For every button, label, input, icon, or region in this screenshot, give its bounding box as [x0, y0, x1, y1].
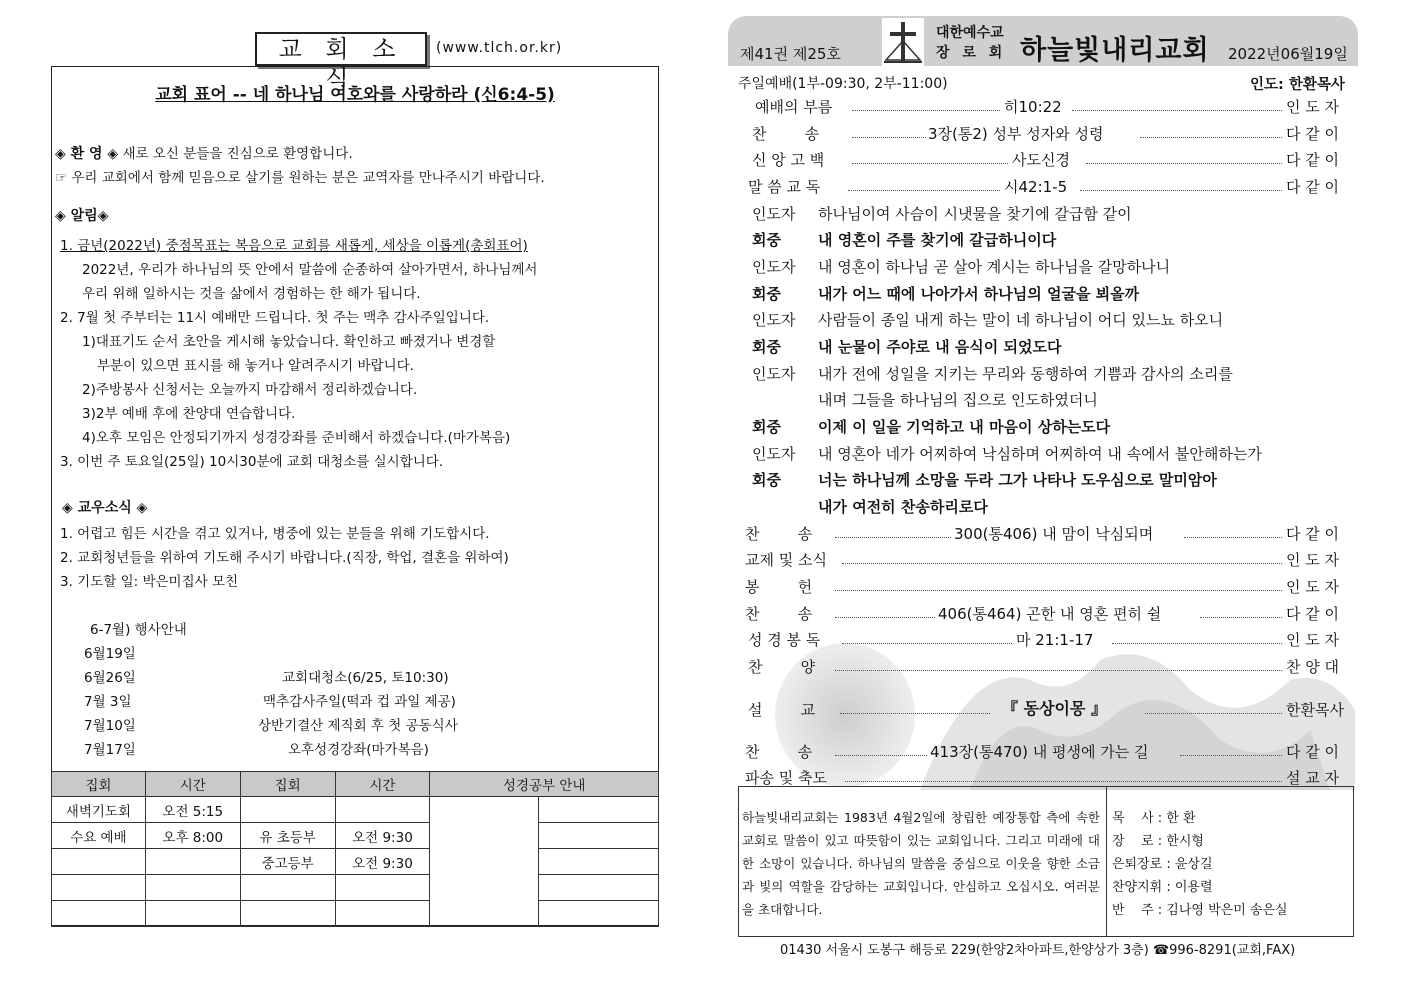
reading-role: 인도자: [752, 365, 796, 383]
order-who: 다 같 이: [1286, 525, 1340, 543]
table-cell: 오전 5:15: [145, 797, 240, 823]
church-motto: [51, 80, 659, 105]
reading-text: 내 영혼아 네가 어찌하여 낙심하며 어찌하여 내 속에서 불안해하는가: [818, 445, 1262, 463]
welcome-line-2: ☞ 우리 교회에서 함께 믿음으로 살기를 원하는 분은 교역자를 만나주시기 바랍니다.: [55, 170, 545, 186]
leader-dots: [1184, 537, 1282, 538]
church-address: 01430 서울시 도봉구 해등로 229(한양2차아파트,한양상가 3층) ☎996-8291(교회,FAX): [780, 943, 1296, 958]
order-name: 예배의 부름: [755, 98, 833, 116]
event-date: 7월17일: [84, 742, 136, 758]
leader-dots: [845, 781, 1282, 782]
website-url[interactable]: (www.tlch.or.kr): [436, 40, 563, 56]
reading-text: 너는 하나님께 소망을 두라 그가 나타나 도우심으로 말미암아: [818, 471, 1217, 489]
table-cell: [145, 901, 240, 927]
table-cell: [52, 901, 146, 927]
leader-dots: [835, 755, 927, 756]
reading-role: 회중: [752, 285, 781, 303]
member-news-heading: ◈ 교우소식 ◈: [62, 500, 148, 516]
reading-text: 내 영혼이 하나님 곧 살아 계시는 하나님을 갈망하나니: [818, 258, 1171, 276]
order-content: 406(통464) 곤한 내 영혼 편히 쉴: [938, 605, 1162, 623]
table-cell: [335, 797, 430, 823]
table-cell: [539, 797, 659, 823]
table-cell: 유 초등부: [240, 823, 335, 849]
reading-role: 회중: [752, 338, 781, 356]
table-cell: 오전 9:30: [335, 849, 430, 875]
event-desc: 상반기결산 제직회 후 첫 공동식사: [258, 718, 458, 734]
order-content: 히10:22: [1004, 98, 1062, 116]
table-cell: [335, 901, 430, 927]
leader-dots: [835, 670, 1282, 671]
event-date: 6월19일: [84, 646, 136, 662]
reading-text: 내며 그들을 하나님의 집으로 인도하였더니: [818, 391, 1098, 409]
leader-dots: [852, 137, 926, 138]
reading-text: 사람들이 종일 내게 하는 말이 네 하나님이 어디 있느뇨 하오니: [818, 311, 1224, 329]
denomination-line-1: 대한예수교: [936, 25, 1004, 41]
leader-dots: [835, 537, 951, 538]
reading-role: 인도자: [752, 311, 796, 329]
leader-dots: [840, 713, 990, 714]
info-divider: [1106, 786, 1107, 937]
volume-number: 제41권 제25호: [740, 45, 841, 63]
meeting-schedule-table: [51, 771, 659, 927]
notice-item: 3)2부 예배 후에 찬양대 연습합니다.: [82, 406, 296, 422]
reading-text: 이제 이 일을 기억하고 내 마음이 상하는도다: [818, 418, 1111, 436]
events-heading: 6-7월) 행사안내: [90, 622, 187, 638]
order-content: 마 21:1-17: [1016, 631, 1094, 649]
table-cell: [240, 797, 335, 823]
table-cell: [145, 875, 240, 901]
welcome-line: [55, 142, 353, 163]
event-date: 7월 3일: [84, 694, 132, 710]
order-who: 다 같 이: [1286, 178, 1340, 196]
reading-text: 내 눈물이 주야로 내 음식이 되었도다: [818, 338, 1062, 356]
table-header: 집회: [52, 772, 146, 797]
event-date: 6월26일: [84, 670, 136, 686]
order-who: 찬 양 대: [1286, 658, 1340, 676]
table-row: [52, 797, 659, 823]
event-desc: 교회대청소(6/25, 토10:30): [282, 670, 449, 686]
bulletin-date: 2022년06월19일: [1228, 45, 1348, 63]
table-cell: 오전 9:30: [335, 823, 430, 849]
leader-dots: [852, 163, 1008, 164]
staff-entry: 찬양지휘 : 이용렬: [1112, 880, 1213, 895]
table-header: 성경공부 안내: [430, 772, 659, 797]
table-header: 집회: [240, 772, 335, 797]
reading-role: 인도자: [752, 445, 796, 463]
table-row: [52, 901, 659, 927]
table-cell: [52, 875, 146, 901]
order-name: 찬 송: [752, 125, 820, 143]
sermon-title: 『 동상이몽 』: [1002, 699, 1107, 718]
reading-text: 내가 어느 때에 나아가서 하나님의 얼굴을 뵈올까: [818, 285, 1140, 303]
leader-dots: [852, 110, 1000, 111]
church-motto-text: 교회 표어 -- 네 하나님 여호와를 사랑하라 (신6:4-5): [155, 85, 555, 105]
leader-dots: [835, 590, 1282, 591]
order-content: 사도신경: [1012, 151, 1070, 169]
order-who: 다 같 이: [1286, 605, 1340, 623]
reading-text: 내 영혼이 주를 찾기에 갈급하니이다: [818, 231, 1057, 249]
order-who: 다 같 이: [1286, 151, 1340, 169]
event-date: 7월10일: [84, 718, 136, 734]
left-page-title: 교 회 소 식: [255, 32, 427, 66]
notice-heading: ◈ 알림◈: [55, 208, 109, 224]
notice-item: 2022년, 우리가 하나님의 뜻 안에서 말씀에 순종하여 살아가면서, 하나님께서: [82, 262, 538, 278]
member-news-item: 2. 교회청년들을 위하여 기도해 주시기 바랍니다.(직장, 학업, 결혼을 위하여): [60, 550, 509, 566]
event-desc: 오후성경강좌(마가복음): [288, 742, 429, 758]
notice-item: 3. 이번 주 토요일(25일) 10시30분에 교회 대청소를 실시합니다.: [60, 454, 444, 470]
leader-dots: [1200, 617, 1282, 618]
order-who: 인 도 자: [1286, 631, 1340, 649]
order-name: 신 앙 고 백: [752, 151, 825, 169]
order-name: 찬 송: [745, 525, 813, 543]
order-content: 시42:1-5: [1004, 178, 1068, 196]
table-header: 시간: [145, 772, 240, 797]
notice-item: 부분이 있으면 표시를 해 놓거나 알려주시기 바랍니다.: [97, 358, 414, 374]
order-who: 다 같 이: [1286, 125, 1340, 143]
order-who: 인 도 자: [1286, 578, 1340, 596]
table-cell: [539, 823, 659, 849]
notice-item: 1)대표기도 순서 초안을 게시해 놓았습니다. 확인하고 빠졌거나 변경할: [82, 334, 496, 350]
leader-dots: [1180, 755, 1282, 756]
table-cell: 중고등부: [240, 849, 335, 875]
order-name: 찬 송: [745, 605, 813, 623]
reading-text: 내가 여전히 찬송하리로다: [818, 498, 988, 516]
denomination-line-2: 장 로 회: [936, 45, 1007, 61]
order-name: 설 교: [748, 701, 816, 719]
order-who: 설 교 자: [1286, 769, 1340, 787]
leader-dots: [1140, 137, 1282, 138]
service-times: 주일예배(1부-09:30, 2부-11:00): [738, 76, 948, 92]
table-header-row: [52, 772, 659, 797]
leader-dots: [1145, 713, 1282, 714]
order-name: 봉 헌: [745, 578, 813, 596]
table-cell: 수요 예배: [52, 823, 146, 849]
staff-entry: 반 주 : 김나영 박은미 송은실: [1112, 903, 1288, 918]
table-cell: [430, 797, 539, 927]
table-cell: 오후 8:00: [145, 823, 240, 849]
staff-entry: 장 로 : 한시형: [1112, 834, 1204, 849]
notice-item: 2)주방봉사 신청서는 오늘까지 마감해서 정리하겠습니다.: [82, 382, 418, 398]
reading-role: 회중: [752, 231, 781, 249]
order-who: 인 도 자: [1286, 551, 1340, 569]
notice-item: 우리 위해 일하시는 것을 삶에서 경험하는 한 해가 됩니다.: [82, 286, 421, 302]
member-news-item: 1. 어렵고 힘든 시간을 겪고 있거나, 병중에 있는 분들을 위해 기도합시다.: [60, 526, 490, 542]
order-name: 찬 송: [745, 743, 813, 761]
order-who: 인 도 자: [1286, 98, 1340, 116]
reading-role: 회중: [752, 418, 781, 436]
reading-text: 내가 전에 성일을 지키는 무리와 동행하여 기쁨과 감사의 소리를: [818, 365, 1233, 383]
table-cell: [145, 849, 240, 875]
order-who: 한환목사: [1286, 701, 1344, 719]
reading-text: 하나님이여 사슴이 시냇물을 찾기에 갈급함 같이: [818, 205, 1132, 223]
welcome-text: 새로 오신 분들을 진심으로 환영합니다.: [122, 146, 353, 162]
table-cell: [335, 875, 430, 901]
table-cell: [240, 901, 335, 927]
leader-dots: [1112, 643, 1282, 644]
order-content: 3장(통2) 성부 성자와 성령: [928, 125, 1104, 143]
order-content: 300(통406) 내 맘이 낙심되며: [954, 525, 1154, 543]
notice-item: 4)오후 모임은 안정되기까지 성경강좌를 준비해서 하겠습니다.(마가복음): [82, 430, 511, 446]
church-introduction: 하늘빛내리교회는 1983년 4월2일에 창립한 예장통합 측에 속한 교회로 말씀이 있고 따뜻함이 있는 교회입니다. 그리고 미래에 대한 소망이 있습니다. 하나님의 말씀을 중심으로 이웃을 향한 소금과 빛의 역할을 감당하는 교회입니다. 안심하고 오십시오. 여러분을 초대합니다.: [742, 810, 1100, 917]
leader-dots: [848, 190, 1000, 191]
reading-role: 회중: [752, 471, 781, 489]
staff-entry: 은퇴장로 : 윤상길: [1112, 857, 1213, 872]
staff-entry: 목 사 : 한 환: [1112, 811, 1196, 826]
event-desc: 맥추감사주일(떡과 컵 과일 제공): [263, 694, 456, 710]
table-cell: [539, 901, 659, 927]
order-content: 413장(통470) 내 평생에 가는 길: [930, 743, 1149, 761]
leader-dots: [1086, 163, 1282, 164]
leader-dots: [842, 643, 1012, 644]
service-leader: 인도: 한환목사: [1250, 77, 1345, 93]
leader-dots: [1080, 190, 1282, 191]
leader-dots: [1072, 110, 1282, 111]
table-cell: [539, 875, 659, 901]
order-name: 파송 및 축도: [745, 769, 827, 787]
table-cell: [240, 875, 335, 901]
order-name: 성 경 봉 독: [748, 631, 821, 649]
table-cell: [539, 849, 659, 875]
table-row: [52, 875, 659, 901]
reading-role: 인도자: [752, 258, 796, 276]
notice-item: 1. 금년(2022년) 중점목표는 복음으로 교회를 새롭게, 세상을 이롭게(총회표어): [60, 238, 528, 254]
table-cell: [52, 849, 146, 875]
member-news-item: 3. 기도할 일: 박은미집사 모친: [60, 574, 239, 590]
church-logo-icon: [882, 18, 924, 66]
order-name: 찬 양: [748, 658, 816, 676]
order-name: 말 씀 교 독: [748, 178, 821, 196]
table-cell: 새벽기도회: [52, 797, 146, 823]
table-header: 시간: [335, 772, 430, 797]
leader-dots: [842, 563, 1282, 564]
order-who: 다 같 이: [1286, 743, 1340, 761]
table-row: [52, 849, 659, 875]
reading-role: 인도자: [752, 205, 796, 223]
church-name: 하늘빛내리교회: [1020, 35, 1210, 66]
notice-item: 2. 7월 첫 주부터는 11시 예배만 드립니다. 첫 주는 맥추 감사주일입니다.: [60, 310, 490, 326]
order-name: 교제 및 소식: [745, 551, 827, 569]
leader-dots: [835, 617, 935, 618]
table-row: [52, 823, 659, 849]
welcome-heading: ◈ 환 영 ◈: [55, 146, 119, 162]
